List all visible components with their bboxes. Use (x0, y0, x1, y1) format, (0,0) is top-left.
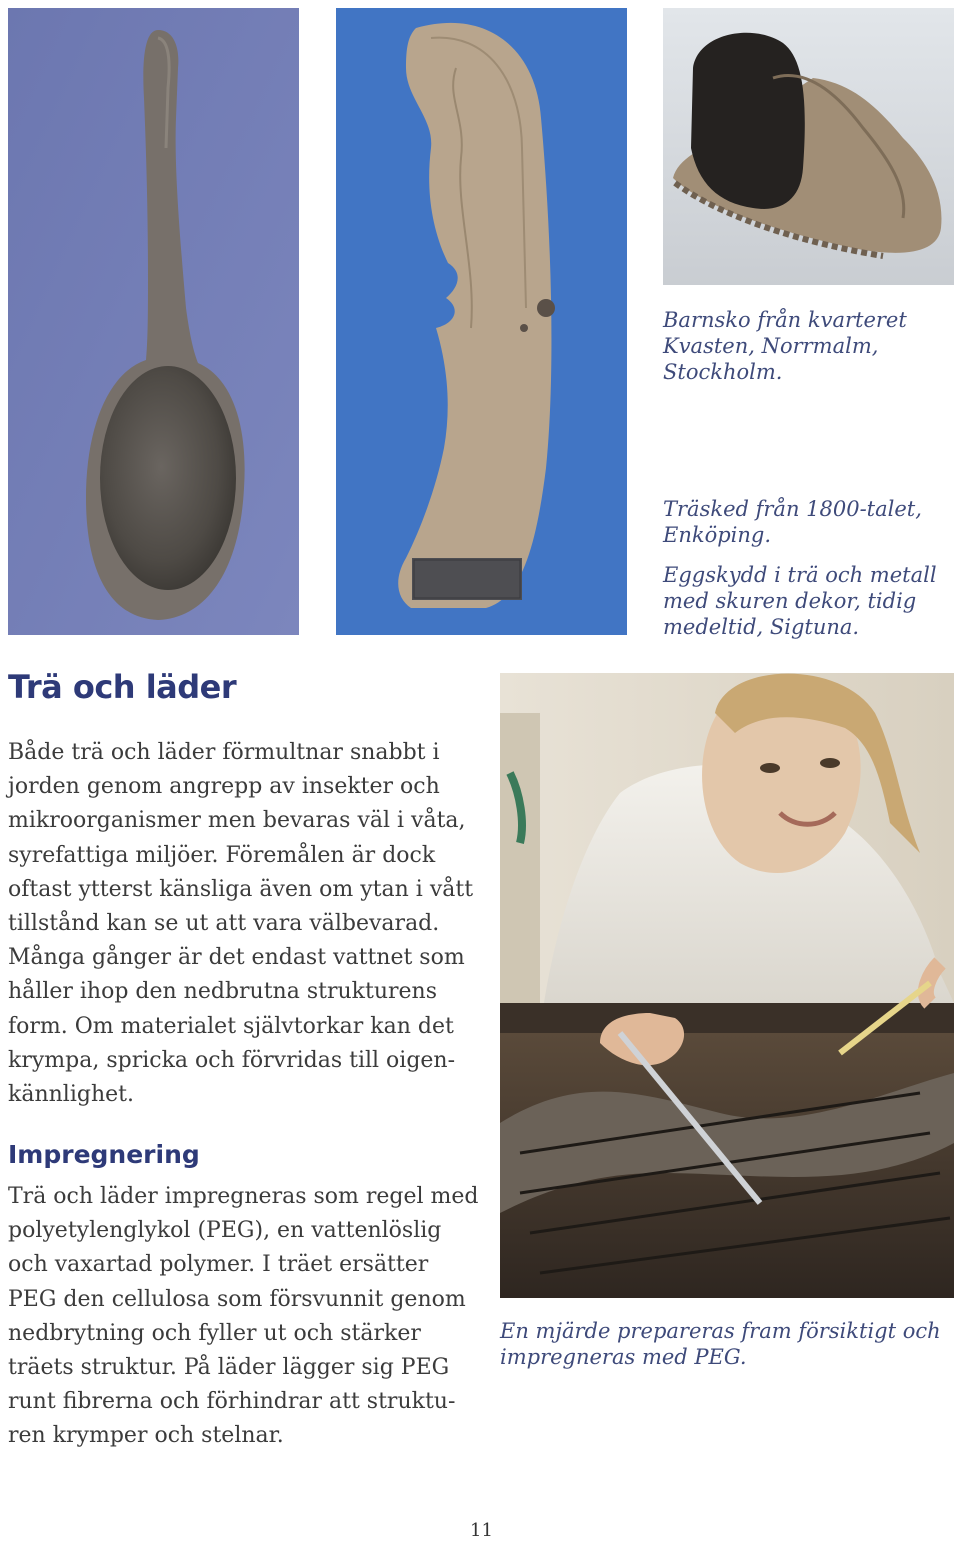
section-body (8, 736, 478, 1112)
caption-line: Kvasten, Norrmalm, (663, 334, 879, 358)
body-line: jorden genom angrepp av insekter och (8, 774, 440, 800)
body-line: tillstånd kan se ut att vara välbevarad. (8, 911, 440, 937)
body-line: och vaxartad polymer. I träet ersätter (8, 1252, 429, 1278)
spoon-caption (663, 496, 922, 548)
body-line: oftast ytterst känsliga även om ytan i vått (8, 876, 474, 902)
subsection-title: Impregnering (8, 1140, 200, 1169)
body-line: polyetylenglykol (PEG), en vattenlöslig (8, 1218, 442, 1244)
shoe-caption (663, 307, 907, 385)
section-title: Trä och läder (8, 668, 237, 706)
sheath-caption (663, 562, 937, 640)
body-line: träets struktur. På läder lägger sig PEG (8, 1355, 450, 1381)
caption-line: Barnsko från kvarteret (663, 308, 907, 332)
body-line: nedbrytning och fyller ut och stärker (8, 1320, 421, 1346)
caption-line: Stockholm. (663, 360, 783, 384)
body-line: håller ihop den nedbrutna strukturens (8, 979, 437, 1005)
caption-line: Träsked från 1800-talet, (663, 497, 922, 521)
caption-line: medeltid, Sigtuna. (663, 615, 860, 639)
caption-line: Eggskydd i trä och metall (663, 563, 937, 587)
caption-line: impregneras med PEG. (500, 1345, 747, 1369)
body-line: syrefattiga miljöer. Föremålen är dock (8, 842, 436, 868)
body-line: mikroorganismer men bevaras väl i våta, (8, 808, 466, 834)
subsection-body (8, 1180, 478, 1454)
conservator-photo (500, 673, 954, 1298)
body-line: ren krymper och stelnar. (8, 1423, 284, 1449)
body-line: kännlighet. (8, 1082, 134, 1108)
body-line: Trä och läder impregneras som regel med (8, 1184, 479, 1209)
caption-line: med skuren dekor, tidig (663, 589, 917, 613)
body-line: form. Om materialet självtorkar kan det (8, 1013, 454, 1039)
sheath-photo (336, 8, 627, 635)
shoe-photo (663, 8, 954, 285)
page-number: 11 (470, 1520, 493, 1541)
conservator-caption (500, 1318, 941, 1370)
body-line: Många gånger är det endast vattnet som (8, 945, 465, 971)
caption-line: Enköping. (663, 523, 772, 547)
body-line: krympa, spricka och förvridas till oigen- (8, 1047, 456, 1073)
spoon-photo (8, 8, 299, 635)
caption-line: En mjärde prepareras fram försiktigt och (500, 1319, 941, 1343)
body-line: runt fibrerna och förhindrar att struktu- (8, 1389, 456, 1415)
body-line: PEG den cellulosa som försvunnit genom (8, 1286, 466, 1312)
body-line: Både trä och läder förmultnar snabbt i (8, 740, 440, 765)
